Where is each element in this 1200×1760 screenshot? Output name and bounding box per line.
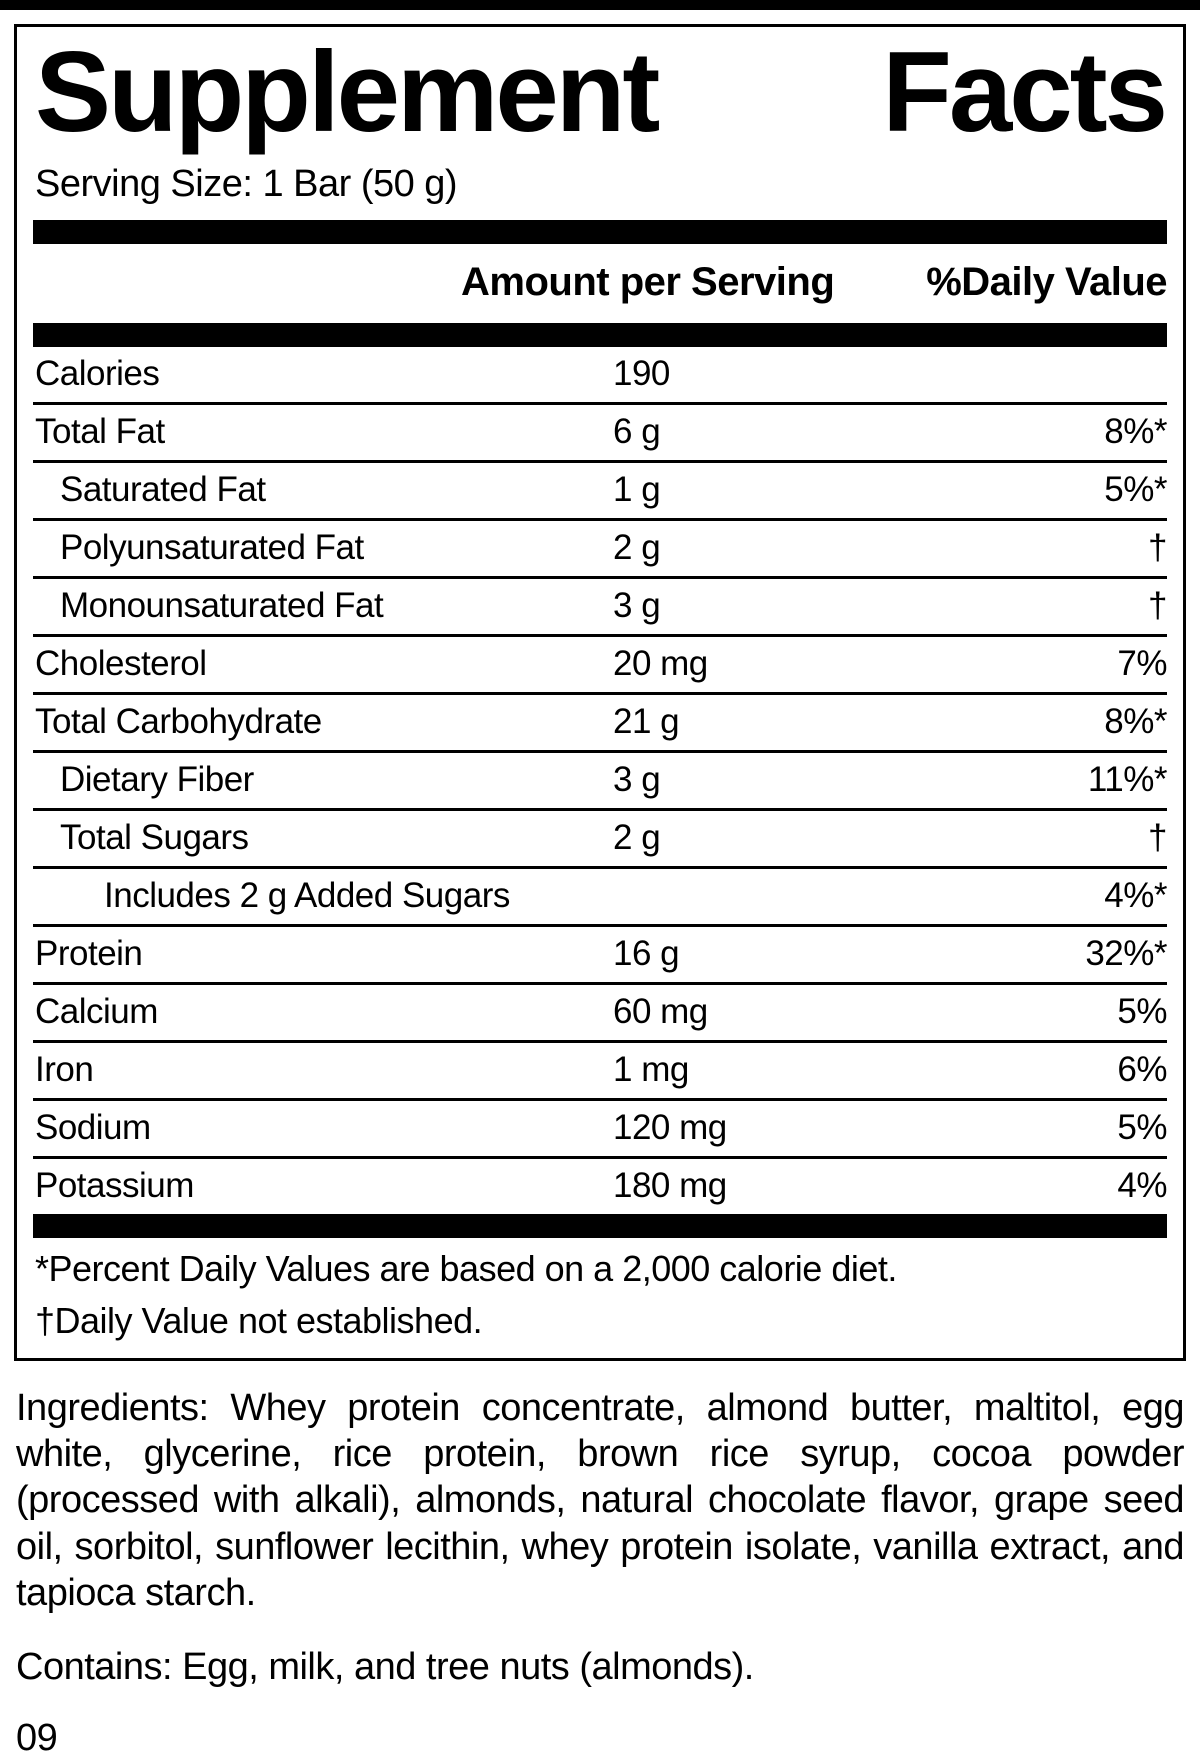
nutrient-row-total-carbohydrate (33, 692, 1167, 750)
nutrient-name: Total Fat (35, 411, 165, 451)
nutrient-row-monounsaturated-fat (33, 576, 1167, 634)
nutrient-row-total-sugars (33, 808, 1167, 866)
nutrient-name: Sodium (35, 1107, 151, 1147)
nutrient-daily-value: 4%* (1104, 875, 1167, 915)
nutrient-name: Calcium (35, 991, 158, 1031)
nutrient-amount: 6 g (613, 411, 661, 451)
nutrient-row-iron (33, 1040, 1167, 1098)
nutrient-daily-value: 6% (1117, 1049, 1167, 1089)
nutrient-amount: 2 g (613, 527, 661, 567)
thick-rule-mid (33, 323, 1167, 347)
nutrient-name: Cholesterol (35, 643, 207, 683)
nutrient-name: Total Sugars (60, 817, 249, 857)
nutrient-table (33, 347, 1167, 1214)
nutrient-daily-value: 8%* (1104, 411, 1167, 451)
nutrient-amount: 120 mg (613, 1107, 727, 1147)
nutrient-row-sodium (33, 1098, 1167, 1156)
nutrient-name: Saturated Fat (60, 469, 266, 509)
footnotes-section (33, 1238, 1167, 1344)
thick-rule-bottom (33, 1214, 1167, 1238)
nutrient-row-calcium (33, 982, 1167, 1040)
nutrient-amount: 3 g (613, 759, 661, 799)
nutrient-amount: 180 mg (613, 1165, 727, 1205)
nutrient-amount: 2 g (613, 817, 661, 857)
nutrient-name: Potassium (35, 1165, 194, 1205)
ingredients-paragraph: Ingredients: Whey protein concentrate, almond butter, maltitol, egg white, glycerine, rice protein, brown rice syrup, cocoa powder (processed with alkali), almonds, natural chocolate flavor, grape seed oil, sorbitol, sunflower lecithin, whey protein isolate, vanilla extract, and tapioca starch. (16, 1386, 1184, 1615)
nutrient-daily-value: 5% (1117, 1107, 1167, 1147)
title-word-facts: Facts (882, 29, 1165, 156)
panel-title (33, 29, 1167, 157)
supplement-facts-panel (14, 24, 1186, 1361)
nutrient-daily-value: † (1148, 527, 1167, 567)
footnote-daily-values: *Percent Daily Values are based on a 2,000 calorie diet. (35, 1247, 897, 1289)
footer-code: 09 (16, 1717, 58, 1760)
nutrient-row-potassium (33, 1156, 1167, 1214)
thick-rule-top (33, 220, 1167, 244)
amount-per-serving-header: Amount per Serving (461, 259, 835, 304)
nutrient-row-polyunsaturated-fat (33, 518, 1167, 576)
nutrient-daily-value: † (1148, 817, 1167, 857)
top-black-bar (0, 0, 1200, 10)
nutrient-amount: 60 mg (613, 991, 708, 1031)
nutrient-amount: 1 mg (613, 1049, 689, 1089)
nutrient-amount: 1 g (613, 469, 661, 509)
nutrient-name: Polyunsaturated Fat (60, 527, 364, 567)
nutrient-row-protein (33, 924, 1167, 982)
nutrient-name: Iron (35, 1049, 94, 1089)
nutrient-amount: 20 mg (613, 643, 708, 683)
title-word-supplement: Supplement (35, 29, 658, 156)
nutrient-name: Includes 2 g Added Sugars (104, 875, 510, 915)
serving-size-text: Serving Size: 1 Bar (50 g) (35, 162, 458, 205)
nutrient-row-calories (33, 347, 1167, 402)
nutrient-daily-value: † (1148, 585, 1167, 625)
nutrient-daily-value: 32%* (1085, 933, 1167, 973)
nutrient-daily-value: 5%* (1104, 469, 1167, 509)
nutrient-daily-value: 8%* (1104, 701, 1167, 741)
daily-value-header: %Daily Value (926, 259, 1167, 304)
nutrient-amount: 190 (613, 353, 670, 393)
nutrient-amount: 3 g (613, 585, 661, 625)
nutrient-name: Dietary Fiber (60, 759, 254, 799)
nutrient-row-cholesterol (33, 634, 1167, 692)
nutrient-name: Calories (35, 353, 160, 393)
nutrient-row-saturated-fat (33, 460, 1167, 518)
nutrient-daily-value: 7% (1117, 643, 1167, 683)
nutrient-name: Protein (35, 933, 143, 973)
nutrient-row-total-fat (33, 402, 1167, 460)
nutrient-amount: 21 g (613, 701, 680, 741)
nutrient-amount: 16 g (613, 933, 680, 973)
contains-statement: Contains: Egg, milk, and tree nuts (almonds). (16, 1646, 754, 1689)
nutrient-row-dietary-fiber (33, 750, 1167, 808)
nutrient-daily-value: 4% (1117, 1165, 1167, 1205)
nutrient-daily-value: 5% (1117, 991, 1167, 1031)
nutrient-name: Monounsaturated Fat (60, 585, 384, 625)
nutrient-daily-value: 11%* (1087, 759, 1167, 799)
footnote-dagger: †Daily Value not established. (35, 1299, 483, 1341)
nutrient-name: Total Carbohydrate (35, 701, 322, 741)
nutrient-row-added-sugars (33, 866, 1167, 924)
column-header-row (33, 244, 1167, 323)
